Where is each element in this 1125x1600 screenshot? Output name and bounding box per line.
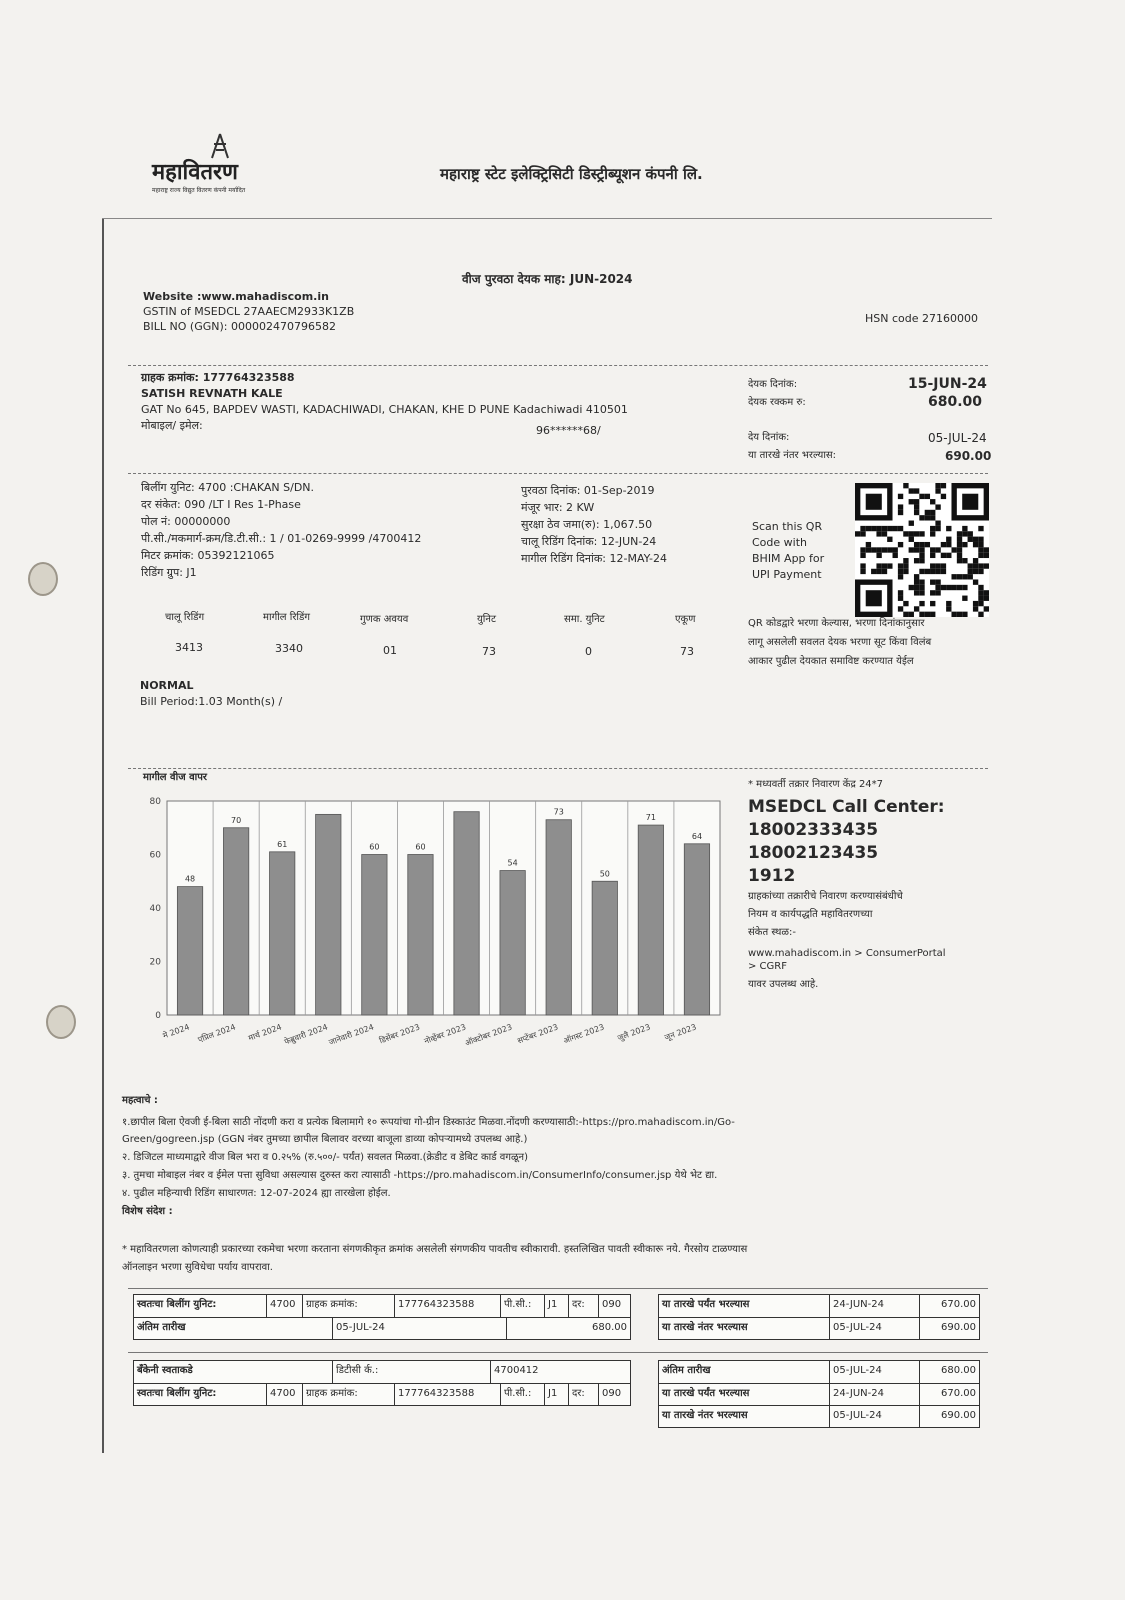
schedule-amount: 670.00 (919, 1295, 979, 1317)
bar (270, 852, 295, 1015)
note-line: १.छापील बिला ऐवजी ई-बिला साठी नोंदणी करा व प्रत्येक बिलामागे १० रूपयांचा गो-ग्रीन डिस्काउंट मिळवा.नोंदणी करण्यासाठी:-https://pro.mahadiscom.in/Go- (122, 1117, 735, 1128)
bill-date: 15-JUN-24 (908, 376, 987, 392)
notes-heading: महत्वाचे : (122, 1095, 158, 1106)
reading-header: चालू रिडिंग (165, 612, 205, 623)
call-center-number[interactable]: 18002333435 (748, 820, 879, 840)
frame-left (102, 218, 104, 1453)
qr-note-3: आकार पुढील देयकात समाविष्ट करण्यात येईल (748, 656, 914, 667)
bar (500, 871, 525, 1015)
bill-number: BILL NO (GGN): 000002470796582 (143, 320, 336, 333)
y-tick-label: 40 (149, 904, 161, 914)
after-due-amount: 690.00 (945, 449, 992, 463)
divider (128, 365, 988, 366)
dtc-route: पी.सी./मकमार्ग-क्रम/डि.टी.सी.: 1 / 01-0269-9999 /4700412 (141, 532, 422, 545)
mobile-value: 96******68/ (536, 424, 601, 437)
logo-tagline: महाराष्ट्र राज्य विद्युत वितरण कंपनी मर्यादित (152, 187, 246, 194)
bar (223, 828, 248, 1015)
tariff: दर संकेत: 090 /LT I Res 1-Phase (141, 498, 301, 511)
qr-scan-text-2: Code with (752, 536, 807, 549)
note-line: २. डिजिटल माध्यमाद्वारे वीज बिल भरा व 0.२५% (रु.५००/- पर्यंत) सवलत मिळवा.(क्रेडीट व डेबिट कार्ड वगळून) (122, 1152, 529, 1163)
company-name: महाराष्ट्र स्टेट इलेक्ट्रिसिटी डिस्ट्रीब्यूशन कंपनी लि. (440, 165, 703, 183)
bill-date-label: देयक दिनांक: (748, 379, 798, 390)
bill-month: वीज पुरवठा देयक माह: JUN-2024 (462, 272, 633, 286)
divider (128, 1288, 988, 1289)
y-tick-label: 80 (149, 797, 161, 807)
previous-reading-date: मागील रिडिंग दिनांक: 12-MAY-24 (521, 552, 667, 565)
divider (128, 473, 988, 474)
schedule-amount: 690.00 (919, 1406, 979, 1427)
last-date-value: 05-JUL-24 (332, 1318, 506, 1339)
payment-schedule-top (658, 1294, 980, 1340)
bar-value-label: 70 (231, 815, 242, 825)
schedule-amount: 690.00 (919, 1318, 979, 1339)
due-date-label: देय दिनांक: (748, 432, 790, 443)
consumer-value: 177764323588 (394, 1295, 500, 1317)
schedule-date: 24-JUN-24 (829, 1295, 919, 1317)
consumer-value: 177764323588 (394, 1384, 500, 1405)
call-center-number[interactable]: 1912 (748, 866, 796, 886)
bar-value-label: 50 (599, 869, 610, 879)
payment-stub-bottom (133, 1360, 631, 1406)
bill-period: Bill Period:1.03 Month(s) / (140, 695, 283, 708)
consumer-label: ग्राहक क्रमांक: (302, 1384, 394, 1405)
qr-scan-text-3: BHIM App for (752, 552, 825, 565)
supply-date: पुरवठा दिनांक: 01-Sep-2019 (521, 484, 655, 497)
reading-header: गुणक अवयव (360, 614, 409, 625)
y-tick-label: 20 (149, 957, 161, 968)
mobile-label: मोबाइल/ इमेल: (141, 419, 203, 432)
last-date-label: अंतिम तारीख (137, 1322, 186, 1333)
qr-note-1: QR कोडद्वारे भरणा केल्यास, भरणा दिनांकानुसार (748, 618, 925, 629)
schedule-label: या तारखे पर्यंत भरल्यास (662, 1299, 750, 1310)
reading-group: रिडिंग ग्रुप: J1 (141, 566, 197, 579)
punch-hole (46, 1005, 76, 1039)
bar (408, 855, 433, 1016)
note-line: ४. पुढील महिन्याची रिडिंग साधारणत: 12-07-2024 ह्या तारखेला होईल. (122, 1188, 391, 1199)
rate-value: 090 (598, 1295, 630, 1317)
gstin: GSTIN of MSEDCL 27AAECM2933K1ZB (143, 305, 355, 318)
x-tick-label: ऑगस्ट 2023 (562, 1022, 606, 1046)
disclaimer-line: ऑनलाइन भरणा सुविधेचा पर्याय वापरावा. (122, 1262, 273, 1273)
consumer-name: SATISH REVNATH KALE (141, 387, 283, 400)
unit-label: स्वतःचा बिलींग युनिट: (137, 1388, 217, 1399)
bar-value-label: 71 (645, 813, 656, 823)
x-tick-label: जून 2023 (663, 1022, 698, 1043)
bar (454, 812, 479, 1015)
bar (177, 887, 202, 1015)
call-center-number[interactable]: 18002123435 (748, 843, 879, 863)
rate-label: दर: (568, 1295, 598, 1317)
x-tick-label: सप्टेंबर 2023 (516, 1022, 560, 1046)
bar-value-label: 48 (184, 874, 196, 884)
bar-value-label: 60 (415, 842, 426, 852)
reading-header: समा. युनिट (564, 614, 605, 625)
cgrf-link[interactable]: > CGRF (748, 961, 787, 972)
grievance-note: * मध्यवर्ती तक्रार निवारण केंद्र 24*7 (748, 779, 884, 790)
last-amount-value: 680.00 (506, 1318, 630, 1339)
hsn-code: HSN code 27160000 (865, 312, 978, 325)
x-tick-label: ऑक्टोबर 2023 (463, 1022, 514, 1048)
bar-value-label: 60 (369, 842, 380, 852)
logo-text: महावितरण (152, 160, 238, 185)
schedule-date: 24-JUN-24 (829, 1384, 919, 1406)
qr-scan-text-4: UPI Payment (752, 568, 822, 581)
bank-label: बँकेनी स्वताकडे (137, 1365, 193, 1376)
dtc-value: 4700412 (490, 1361, 630, 1383)
qr-scan-text-1: Scan this QR (752, 520, 823, 533)
x-tick-label: मार्च 2024 (247, 1022, 283, 1043)
note-line: Green/gogreen.jsp (GGN नंबर तुमच्या छापील बिलावर वरच्या बाजूला डाव्या कोपऱ्यामध्ये उपलब्ध आहे.) (122, 1134, 528, 1145)
call-center-title: MSEDCL Call Center: (748, 797, 945, 817)
divider (128, 1352, 988, 1353)
payment-stub-top (133, 1294, 631, 1340)
consumer-label: ग्राहक क्रमांक: (302, 1295, 394, 1317)
sanctioned-load: मंजूर भार: 2 KW (521, 501, 595, 514)
current-reading-date: चालू रिडिंग दिनांक: 12-JUN-24 (521, 535, 657, 548)
dtc-label: डिटीसी र्क.: (332, 1361, 490, 1383)
chart-title: मागील वीज वापर (143, 772, 208, 783)
bar (684, 844, 709, 1015)
unit-value: 4700 (266, 1384, 302, 1405)
due-date: 05-JUL-24 (928, 431, 987, 445)
billing-unit: बिलींग युनिट: 4700 :CHAKAN S/DN. (141, 481, 315, 494)
reading-header: युनिट (477, 614, 496, 625)
schedule-amount: 680.00 (919, 1361, 979, 1383)
bill-amount: 680.00 (928, 394, 983, 410)
punch-hole (28, 562, 58, 596)
bar (362, 855, 387, 1016)
consumer-number: ग्राहक क्रमांक: 177764323588 (141, 371, 295, 384)
schedule-date: 05-JUL-24 (829, 1318, 919, 1339)
reading-value: 0 (585, 645, 592, 658)
grievance-text-3: संकेत स्थळ:- (748, 927, 796, 938)
note-line: ३. तुमचा मोबाइल नंबर व ईमेल पत्ता सुविधा असल्यास दुरुस्त करा त्यासाठी -https://pro.mahadiscom.in/ConsumerInfo/consumer.jsp येथे भेट द्या. (122, 1170, 718, 1181)
pole-number: पोल नं: 00000000 (141, 515, 231, 528)
website: Website :www.mahadiscom.in (143, 290, 329, 303)
reading-value: 73 (482, 645, 496, 658)
bar-value-label: 61 (277, 839, 288, 849)
x-tick-label: जुलै 2023 (616, 1022, 652, 1043)
x-tick-label: नोव्हेंबर 2023 (422, 1022, 468, 1046)
security-deposit: सुरक्षा ठेव जमा(रु): 1,067.50 (521, 518, 653, 531)
bar-value-label: 73 (553, 807, 564, 817)
grievance-text-1: ग्राहकांच्या तक्रारीचे निवारण करण्यासंबंधीचे (748, 891, 903, 902)
reading-value: 3413 (175, 641, 203, 654)
bar-value-label: 64 (691, 831, 703, 841)
reading-value: 3340 (275, 642, 303, 655)
pc-label: पी.सी.: (500, 1295, 544, 1317)
qr-note-2: लागू असलेली सवलत देयक भरणा सूट किंवा विलंब (748, 637, 932, 648)
grievance-text-2: नियम व कार्यपद्धति महावितरणच्या (748, 909, 873, 920)
schedule-label: या तारखे नंतर भरल्यास (662, 1322, 748, 1333)
schedule-label: या तारखे पर्यंत भरल्यास (662, 1388, 750, 1399)
y-tick-label: 60 (149, 850, 161, 861)
frame-top (102, 218, 992, 219)
divider (128, 768, 988, 769)
bar (316, 814, 341, 1015)
unit-label: स्वतःचा बिलींग युनिट: (137, 1299, 217, 1310)
bar (592, 881, 617, 1015)
pc-value: J1 (544, 1295, 568, 1317)
rate-value: 090 (598, 1384, 630, 1405)
x-tick-label: मे 2024 (161, 1022, 191, 1041)
x-tick-label: फेब्रुवारी 2024 (283, 1022, 329, 1047)
rate-label: दर: (568, 1384, 598, 1405)
consumer-address: GAT No 645, BAPDEV WASTI, KADACHIWADI, CHAKAN, KHE D PUNE Kadachiwadi 410501 (141, 403, 628, 416)
pc-label: पी.सी.: (500, 1384, 544, 1405)
bar (546, 820, 571, 1015)
cgrf-link[interactable]: www.mahadiscom.in > ConsumerPortal (748, 948, 946, 959)
reading-header: मागील रिडिंग (263, 612, 310, 623)
schedule-amount: 670.00 (919, 1384, 979, 1406)
reading-value: 73 (680, 645, 694, 658)
x-tick-label: जानेवारी 2024 (327, 1022, 376, 1048)
consumption-history-chart (135, 793, 730, 1093)
schedule-label: अंतिम तारीख (662, 1365, 711, 1376)
x-tick-label: डिसेंबर 2023 (378, 1022, 422, 1046)
cgrf-link-suffix: यावर उपलब्ध आहे. (748, 979, 819, 990)
disclaimer-line: * महावितरणला कोणत्याही प्रकारच्या रकमेचा भरणा करताना संगणकीकृत क्रमांक असलेली संगणकीय पावतीच स्वीकारावी. हस्तलिखित पावती स्वीकारू नये. गैरसोय टाळण्यास (122, 1244, 748, 1255)
meter-number: मिटर क्रमांक: 05392121065 (141, 549, 275, 562)
special-message-heading: विशेष संदेश : (122, 1206, 173, 1217)
reading-value: 01 (383, 644, 397, 657)
unit-value: 4700 (266, 1295, 302, 1317)
y-tick-label: 0 (155, 1011, 161, 1021)
tower-icon (190, 132, 250, 160)
reading-header: एकूण (675, 614, 696, 625)
bar (638, 825, 663, 1015)
payment-schedule-bottom (658, 1360, 980, 1428)
bill-amount-label: देयक रक्कम रु: (748, 397, 806, 408)
schedule-label: या तारखे नंतर भरल्यास (662, 1410, 748, 1421)
bar-value-label: 54 (507, 858, 518, 868)
schedule-date: 05-JUL-24 (829, 1406, 919, 1427)
after-due-label: या तारखे नंतर भरल्यास: (748, 450, 837, 461)
pc-value: J1 (544, 1384, 568, 1405)
schedule-date: 05-JUL-24 (829, 1361, 919, 1383)
x-tick-label: एप्रिल 2024 (196, 1022, 237, 1045)
upi-qr-code[interactable] (855, 483, 989, 617)
reading-status: NORMAL (140, 679, 194, 692)
